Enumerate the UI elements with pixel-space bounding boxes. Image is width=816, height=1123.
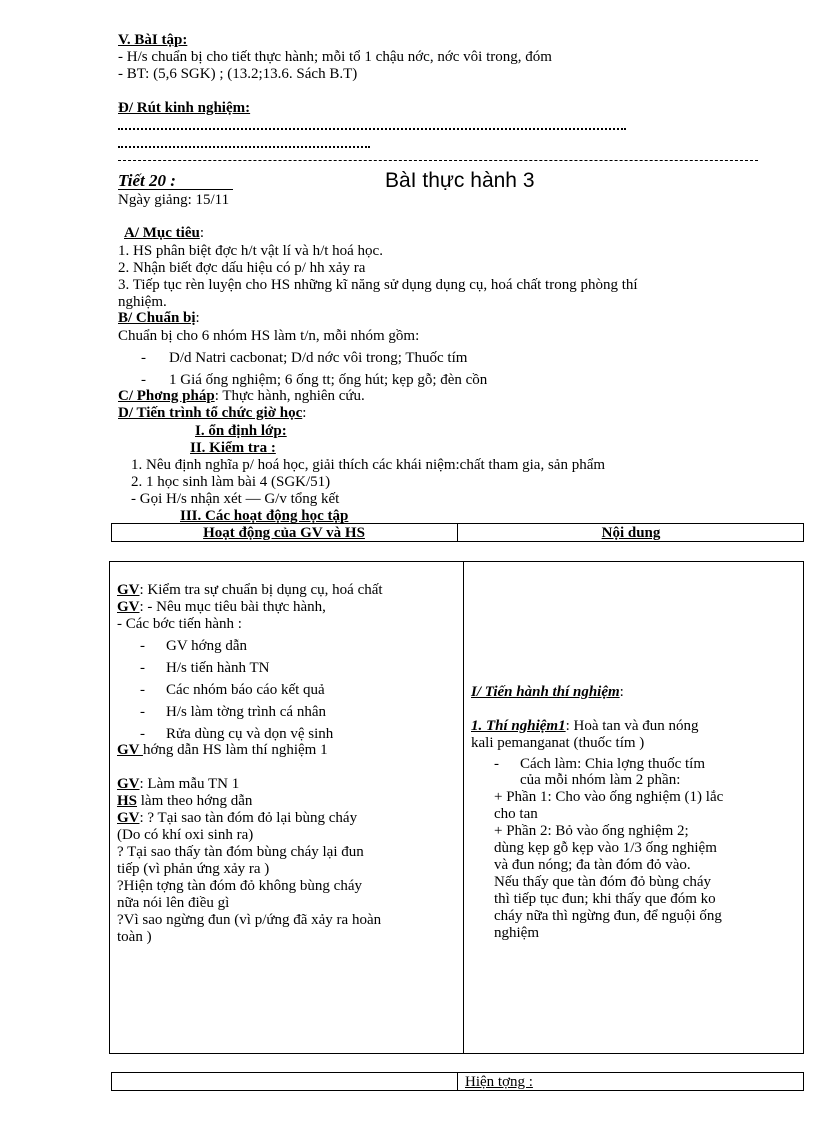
left-question-6: ?Vì sao ngừng đun (vì p/ứng đã xảy ra hoàn [117,912,382,928]
section-a-item-1: 1. HS phân biệt đợc h/t vật lí và h/t hoá học. [118,243,383,259]
section-a-item-3-cont: nghiệm. [118,294,167,310]
section-v-heading: V. BàI tập: [118,32,188,48]
section-b-heading: B/ Chuẩn bị: [118,310,200,326]
section-v-line-1: - H/s chuẩn bị cho tiết thực hành; mỗi tổ 1 chậu nớc, nớc vôi trong, đóm [118,49,552,65]
left-question-3: tiếp (vì phản ứng xảy ra ) [117,861,270,877]
right-part-2: + Phần 2: Bỏ vào ống nghiệm 2; [494,823,689,839]
right-heading: I/ Tiến hành thí nghiệm: [471,684,624,700]
right-part-2-line-5: cháy nữa thì ngừng đun, để nguội ống [494,908,722,924]
section-d-heading: Đ/ Rút kinh nghiệm: [118,100,251,116]
section-a-item-3: 3. Tiếp tục rèn luyện cho HS những kĩ năng sử dụng dụng cụ, hoá chất trong phòng thí [118,277,638,293]
left-gv-2: GV: - Nêu mục tiêu bài thực hành, [117,599,326,615]
dotted-line-1 [118,128,626,130]
left-question-7: toàn ) [117,929,152,945]
left-step-4: - H/s làm tờng trình cá nhân [140,704,326,720]
left-gv-4: GV: Làm mẫu TN 1 [117,776,240,792]
table-header-col-2: Nội dung [601,525,661,541]
left-gv-1: GV: Kiểm tra sự chuẩn bị dụng cụ, hoá chất [117,582,383,598]
left-hs: HS làm theo hớng dẫn [117,793,253,809]
section-d2-sub-3: III. Các hoạt động học tập [180,508,349,524]
left-step-5: - Rửa dùng cụ và dọn vệ sinh [140,726,334,742]
left-question-5: nữa nói lên điều gì [117,895,230,911]
section-d2-sub-2: II. Kiểm tra : [190,440,276,456]
right-part-1-cont: cho tan [494,806,538,822]
right-part-1: + Phần 1: Cho vào ống nghiệm (1) lắc [494,789,724,805]
section-a-item-2: 2. Nhận biết đợc dấu hiệu có p/ hh xảy ra [118,260,366,276]
dotted-line-2 [118,146,370,148]
section-d2-sub-1: I. ổn định lớp: [195,423,287,439]
content-table-divider [463,561,464,1054]
lesson-date: Ngày giảng: 15/11 [118,192,230,208]
section-d2-item-2: 2. 1 học sinh làm bài 4 (SGK/51) [131,474,331,490]
left-step-2: - H/s tiến hành TN [140,660,270,676]
left-question-1: (Do có khí oxi sinh ra) [117,827,254,843]
left-question-2: ? Tại sao thấy tàn đóm bùng cháy lại đun [117,844,364,860]
section-b-item-1: - D/d Natri cacbonat; D/d nớc vôi trong; Thuốc tím [141,350,468,366]
left-step-3: - Các nhóm báo cáo kết quả [140,682,325,698]
dashed-separator [118,160,758,161]
table-header-col-1: Hoạt động của GV và HS [203,525,365,541]
right-part-2-line-2: và đun nóng; đa tàn đóm đỏ vào. [494,857,691,873]
left-step-1: - GV hớng dẫn [140,638,247,654]
section-d2-item-1: 1. Nêu định nghĩa p/ hoá học, giải thích các khái niệm:chất tham gia, sản phẩm [131,457,606,473]
right-method-cont: của mỗi nhóm làm 2 phần: [520,772,681,788]
section-b-intro: Chuẩn bị cho 6 nhóm HS làm t/n, mỗi nhóm gồm: [118,328,420,344]
right-part-2-line-6: nghiệm [494,925,539,941]
right-method: - Cách làm: Chia lợng thuốc tím [494,756,705,772]
right-part-2-line-4: thì tiếp tục đun; khi thấy que đóm ko [494,891,716,907]
left-gv-3: GV hớng dẫn HS làm thí nghiệm 1 [117,742,328,758]
section-c: C/ Phơng pháp: Thực hành, nghiên cứu. [118,388,365,404]
right-experiment-1-cont: kali pemanganat (thuốc tím ) [471,735,645,751]
section-b-item-2: - 1 Giá ống nghiệm; 6 ống tt; ống hút; kẹp gỗ; đèn cồn [141,372,488,388]
right-part-2-line-1: dùng kẹp gỗ kẹp vào 1/3 ống nghiệm [494,840,717,856]
right-experiment-1: 1. Thí nghiệm1: Hoà tan và đun nóng [471,718,699,734]
section-d2-item-3: - Gọi H/s nhận xét — G/v tổng kết [131,491,340,507]
left-steps-intro: - Các bớc tiến hành : [117,616,242,632]
section-a-heading: A/ Mục tiêu: [124,225,204,241]
right-part-2-line-3: Nếu thấy que tàn đóm đỏ bùng cháy [494,874,712,890]
lesson-period-underline [118,189,233,190]
section-v-line-2: - BT: (5,6 SGK) ; (13.2;13.6. Sách B.T) [118,66,358,82]
left-question-4: ?Hiện tợng tàn đóm đỏ không bùng cháy [117,878,362,894]
lesson-title: BàI thực hành 3 [385,169,535,192]
lesson-period: Tiết 20 : [118,171,176,190]
section-d2-heading: D/ Tiến trình tổ chức giờ học: [118,405,307,421]
footer-phenomenon: Hiện tợng : [465,1074,533,1090]
footer-row-divider [457,1072,458,1091]
left-gv-5: GV: ? Tại sao tàn đóm đỏ lại bùng cháy [117,810,358,826]
